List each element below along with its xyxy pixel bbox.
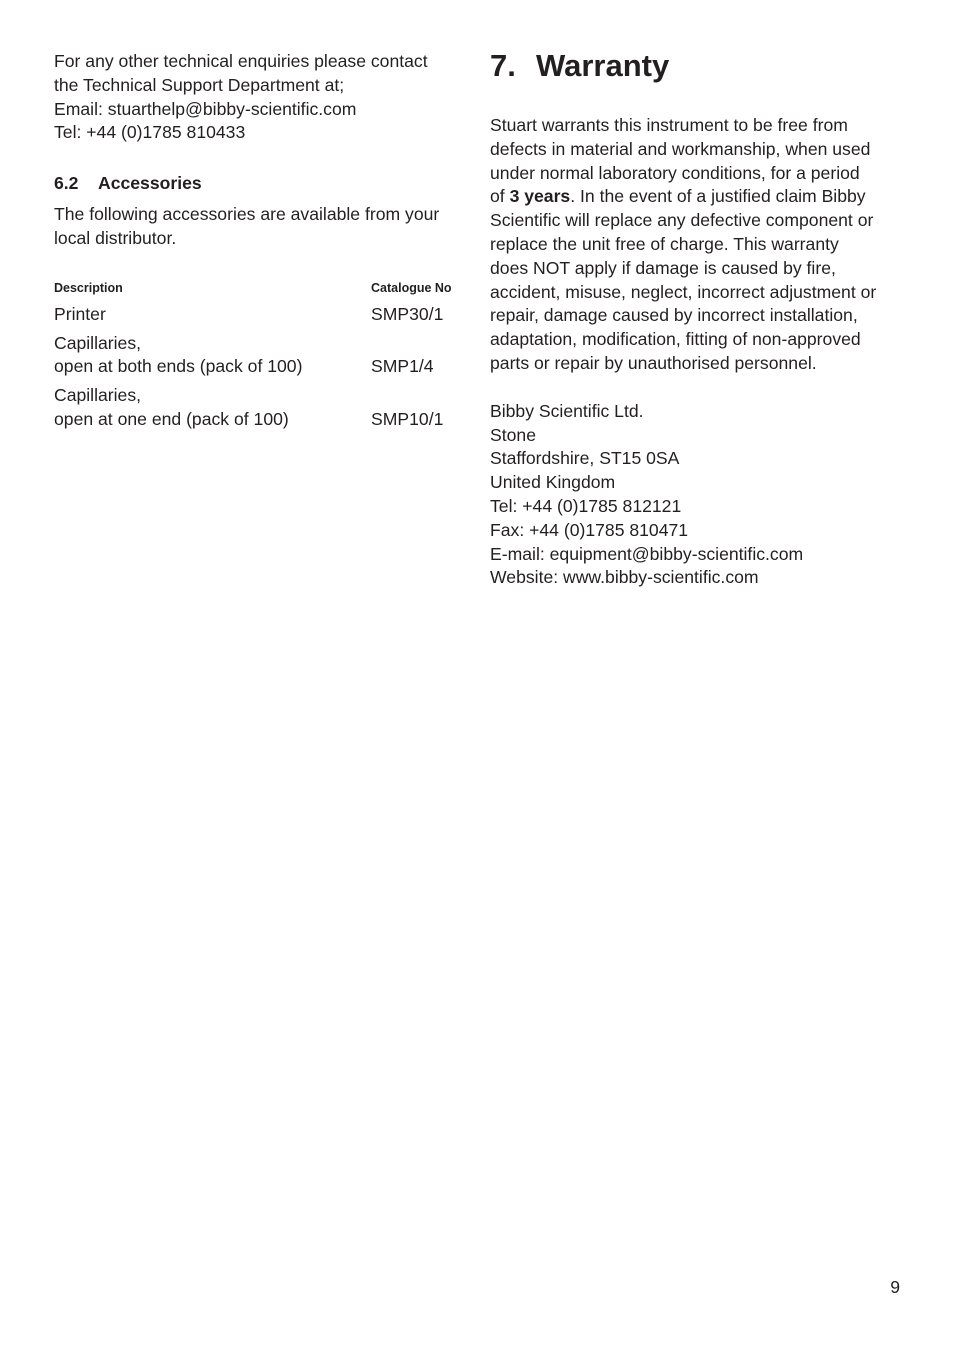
warranty-line: Stuart warrants this instrument to be free from xyxy=(490,115,848,135)
item-description xyxy=(54,303,371,327)
description-line: Capillaries, xyxy=(54,385,142,406)
warranty-period: 3 years xyxy=(509,186,571,207)
technical-contact-paragraph xyxy=(54,50,462,145)
company-email: E-mail: equipment@bibby-scientific.com xyxy=(490,543,804,564)
contact-line: the Technical Support Department at; xyxy=(54,74,345,95)
warranty-line: of 3 years. In the event of a justified claim Bibby xyxy=(490,186,866,207)
company-website: Website: www.bibby-scientific.com xyxy=(490,567,759,588)
table-row xyxy=(54,384,462,432)
left-column xyxy=(54,50,462,437)
warranty-line: accident, misuse, neglect, incorrect adjustment or xyxy=(490,281,877,302)
warranty-line: replace the unit free of charge. This warranty xyxy=(490,233,839,254)
description-line: open at one end (pack of 100) xyxy=(54,408,289,429)
support-email: Email: stuarthelp@bibby-scientific.com xyxy=(54,98,357,119)
description-line: Capillaries, xyxy=(54,332,142,353)
accessories-heading xyxy=(54,171,462,195)
catalogue-number: SMP10/1 xyxy=(371,408,444,429)
catalogue-header: Catalogue No xyxy=(371,280,452,295)
intro-line: local distributor. xyxy=(54,227,177,248)
item-description xyxy=(54,384,371,432)
section-title: Accessories xyxy=(98,173,202,194)
company-fax: Fax: +44 (0)1785 810471 xyxy=(490,519,689,540)
table-row xyxy=(54,332,462,380)
page-number: 9 xyxy=(890,1277,900,1297)
company-name: Bibby Scientific Ltd. xyxy=(490,400,644,421)
warranty-line: under normal laboratory conditions, for a period xyxy=(490,162,860,183)
section-number: 6.2 xyxy=(54,173,79,194)
accessories-intro xyxy=(54,203,462,251)
warranty-line: does NOT apply if damage is caused by fire, xyxy=(490,257,836,278)
address-country: United Kingdom xyxy=(490,472,616,493)
warranty-line: Scientific will replace any defective component or xyxy=(490,210,874,231)
warranty-line: defects in material and workmanship, when used xyxy=(490,138,871,159)
intro-line: The following accessories are available from your xyxy=(54,204,440,225)
address-county: Staffordshire, ST15 0SA xyxy=(490,448,680,469)
table-header xyxy=(54,279,462,297)
address-town: Stone xyxy=(490,424,536,445)
support-phone: Tel: +44 (0)1785 810433 xyxy=(54,122,246,143)
item-description xyxy=(54,332,371,380)
warranty-paragraph xyxy=(490,114,904,376)
warranty-line: adaptation, modification, fitting of non-approved xyxy=(490,329,861,350)
description-line: open at both ends (pack of 100) xyxy=(54,356,303,377)
section-number: 7. xyxy=(490,48,516,83)
catalogue-number: SMP30/1 xyxy=(371,303,444,324)
description-header: Description xyxy=(54,280,123,295)
accessories-table xyxy=(54,279,462,432)
warranty-line: repair, damage caused by incorrect installation, xyxy=(490,305,858,326)
right-column xyxy=(490,46,904,590)
section-title: Warranty xyxy=(536,48,670,83)
company-address xyxy=(490,400,904,590)
table-row xyxy=(54,303,462,327)
company-phone: Tel: +44 (0)1785 812121 xyxy=(490,495,682,516)
warranty-heading xyxy=(490,46,904,86)
warranty-line: parts or repair by unauthorised personnel. xyxy=(490,352,817,373)
contact-line: For any other technical enquiries please contact xyxy=(54,51,428,71)
description-line: Printer xyxy=(54,303,106,324)
catalogue-number: SMP1/4 xyxy=(371,356,434,377)
